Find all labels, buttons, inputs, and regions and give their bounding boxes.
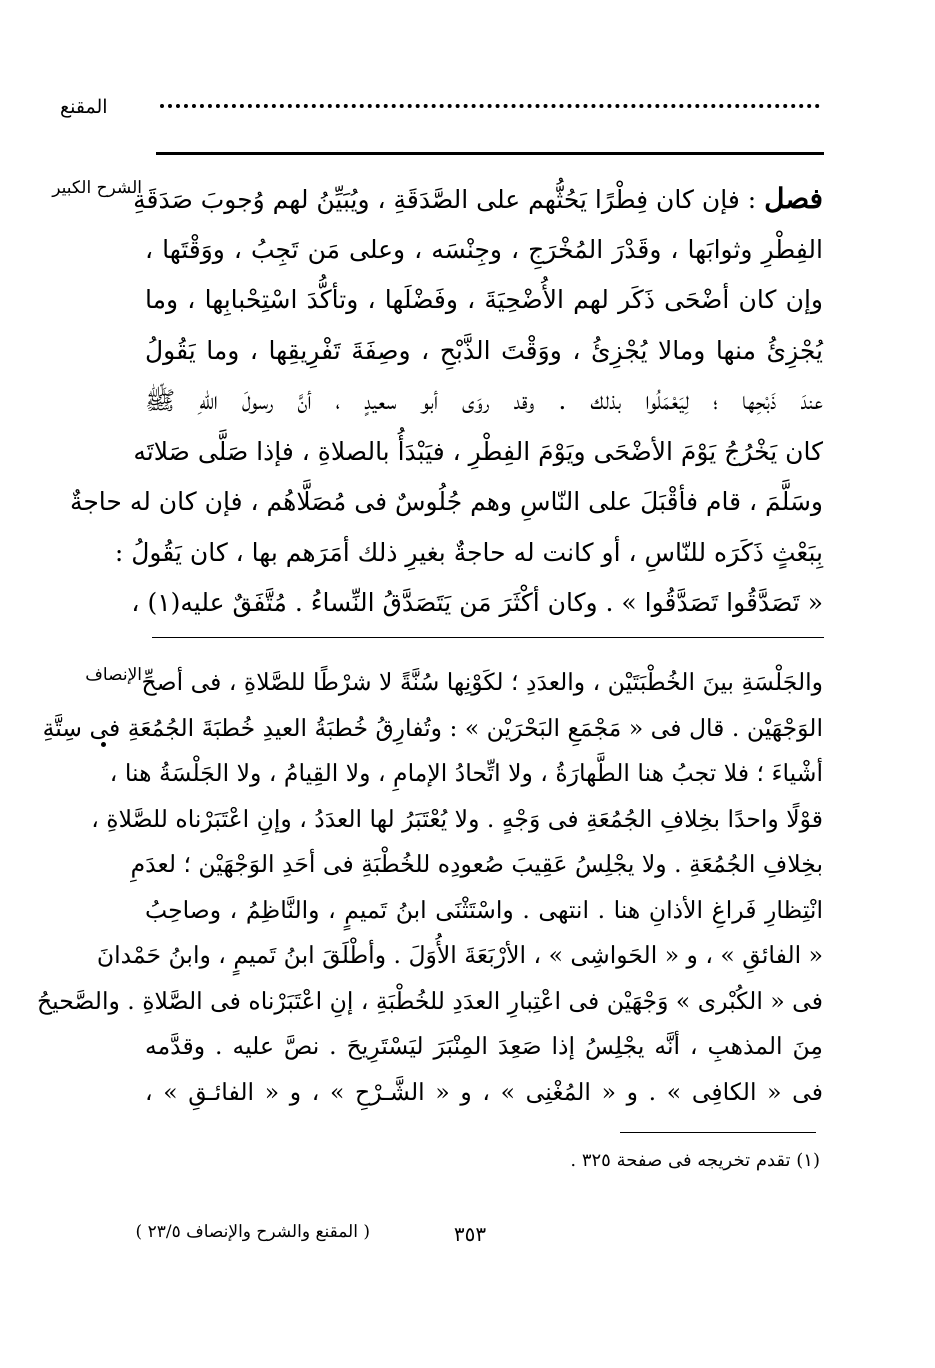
sharh-lead-word: فصل [764, 182, 823, 215]
sharh-line: يُجْزِئُ منها ومالا يُجْزِئُ ، ووَقْتَ الذَّبْحِ ، وصِفَةَ تَفْرِيقِها ، وما يَقُولُ [145, 335, 823, 365]
sharh-line [133, 174, 823, 225]
insaf-line: فى « الكُبْرى » وَجْهَيْن فى اعْتِبارِ العدَدِ للخُطْبَةِ ، إنِ اعْتَبَرْناه فى الصَّلاةِ . والصَّحيحُ [36, 986, 823, 1015]
footnote-rule [620, 1132, 816, 1133]
header-rule [156, 152, 824, 155]
insaf-line: والجَلْسَةِ بينَ الخُطْبَتَيْن ، والعدَدِ ؛ لكَوْنِها سُنَّةً لا شرْطًا للصَّلاةِ ، فى أصحِّ [141, 668, 823, 696]
insaf-line: فى « الكافِى » . و « المُغْنِى » ، و « الشَّـرْحِ » ، و « الفائـقِ » ، [145, 1077, 823, 1106]
insaf-line: أشْياءَ ؛ فلا تجبُ هنا الطَّهارَةُ ، ولا اتِّحادُ الإمامِ ، ولا القِيامُ ، ولا الجَلْسَةُ هنا ، [109, 759, 823, 787]
insaf-line: قوْلًا واحدًا بخِلافِ الجُمُعَةِ فى وَجْهٍ . ولا يُعْتَبَرُ لها العدَدُ ، وإنِ اعْتَبَرْناه للصَّلاةِ ، [91, 804, 823, 833]
running-header-title: المقنع [60, 96, 108, 118]
insaf-line: بخِلافِ الجُمُعَةِ . ولا يجْلِسُ عَقِيبَ صُعودِه للخُطْبَةِ فى أحَدِ الوَجْهَيْن ؛ لعدَمِ [130, 850, 823, 878]
source-reference: ( المقنع والشرح والإنصاف ٢٣/٥ ) [135, 1222, 370, 1242]
section-divider-rule [152, 637, 824, 638]
insaf-line: مِنَ المذهبِ ، أنَّه يجْلِسُ إذا صَعِدَ المِنْبَرَ ليَسْتَرِيحَ . نصَّ عليه . وقدَّمه [145, 1032, 823, 1060]
sharh-line: الفِطْرِ وثوابَها ، وقَدْرَ المُخْرَجِ ، وجِنْسَه ، وعلى مَن تَجِبُ ، ووَقْتَها ، [145, 234, 823, 264]
sharh-line: « تَصَدَّقُوا تَصَدَّقُوا » . وكان أكْثَرَ مَن يَتَصَدَّقُ النِّساءُ . مُتَّفَقٌ عليه(١) ، [131, 588, 823, 617]
insaf-line: الوَجْهَيْن . قال فى « مَجْمَعِ البَحْرَيْن » : وتُفارِقُ خُطبَةُ العيدِ خُطبَةَ الجُمُعَةِ فى سِتَّةِ [42, 713, 823, 742]
sharh-line: وسَلَّمَ ، قام فأقْبَلَ على النّاسِ وهم جُلُوسٌ فى مُصَلَّاهُم ، فإن كان له حاجةٌ [69, 487, 823, 516]
sharh-line: بِبَعْثٍ ذَكَرَه للنّاسِ ، أو كانت له حاجةٌ بغيرِ ذلك أمَرَهم بها ، كان يَقُولُ : [114, 537, 823, 567]
footnote-text: (١) تقدم تخريجه فى صفحة ٣٢٥ . [570, 1150, 820, 1171]
section-label-insaf: الإنصاف [85, 665, 142, 685]
insaf-line: انْتِظارِ فَراغِ الأذانِ هنا . انتهى . واسْتَثْنَى ابنُ تَميمٍ ، والنَّاظِمُ ، وصاحِبُ [145, 895, 823, 924]
section-label-sharh: الشرح الكبير [52, 178, 142, 198]
sharh-line: كان يَخْرُجُ يَوْمَ الأضْحَى ويَوْمَ الفِطْرِ ، فيَبْدَأُ بالصلاةِ ، فإذا صَلَّى صَلاتَه [133, 436, 823, 466]
sharh-line: وإن كان أضْحَى ذَكَر لهم الأُضْحِيَةَ ، وفَضْلَها ، وتأكُّدَ اسْتِحْبابِها ، وما [145, 285, 823, 314]
sharh-first-line-text: : فإن كان فِطْرًا يَحُثُّهم على الصَّدَقَةِ ، ويُبَيِّنُ لهم وُجوبَ صَدَقَةِ [133, 185, 765, 214]
page-number: ٣٥٣ [453, 1222, 487, 1246]
insaf-line: « الفائقِ » ، و « الحَواشِى » ، الأرْبَعَةَ الأُوَلَ . وأطْلَقَ ابنُ تَميمٍ ، وابنُ حَمْدانَ [96, 941, 823, 969]
header-dotted-leader [160, 104, 820, 108]
sharh-line: عندَ ذَبْحِها ؛ لِيَعْمَلُوا بذلك . وقد روَى أبو سعيدٍ ، أنَّ رسولَ اللهِ ﷺ [145, 386, 823, 415]
